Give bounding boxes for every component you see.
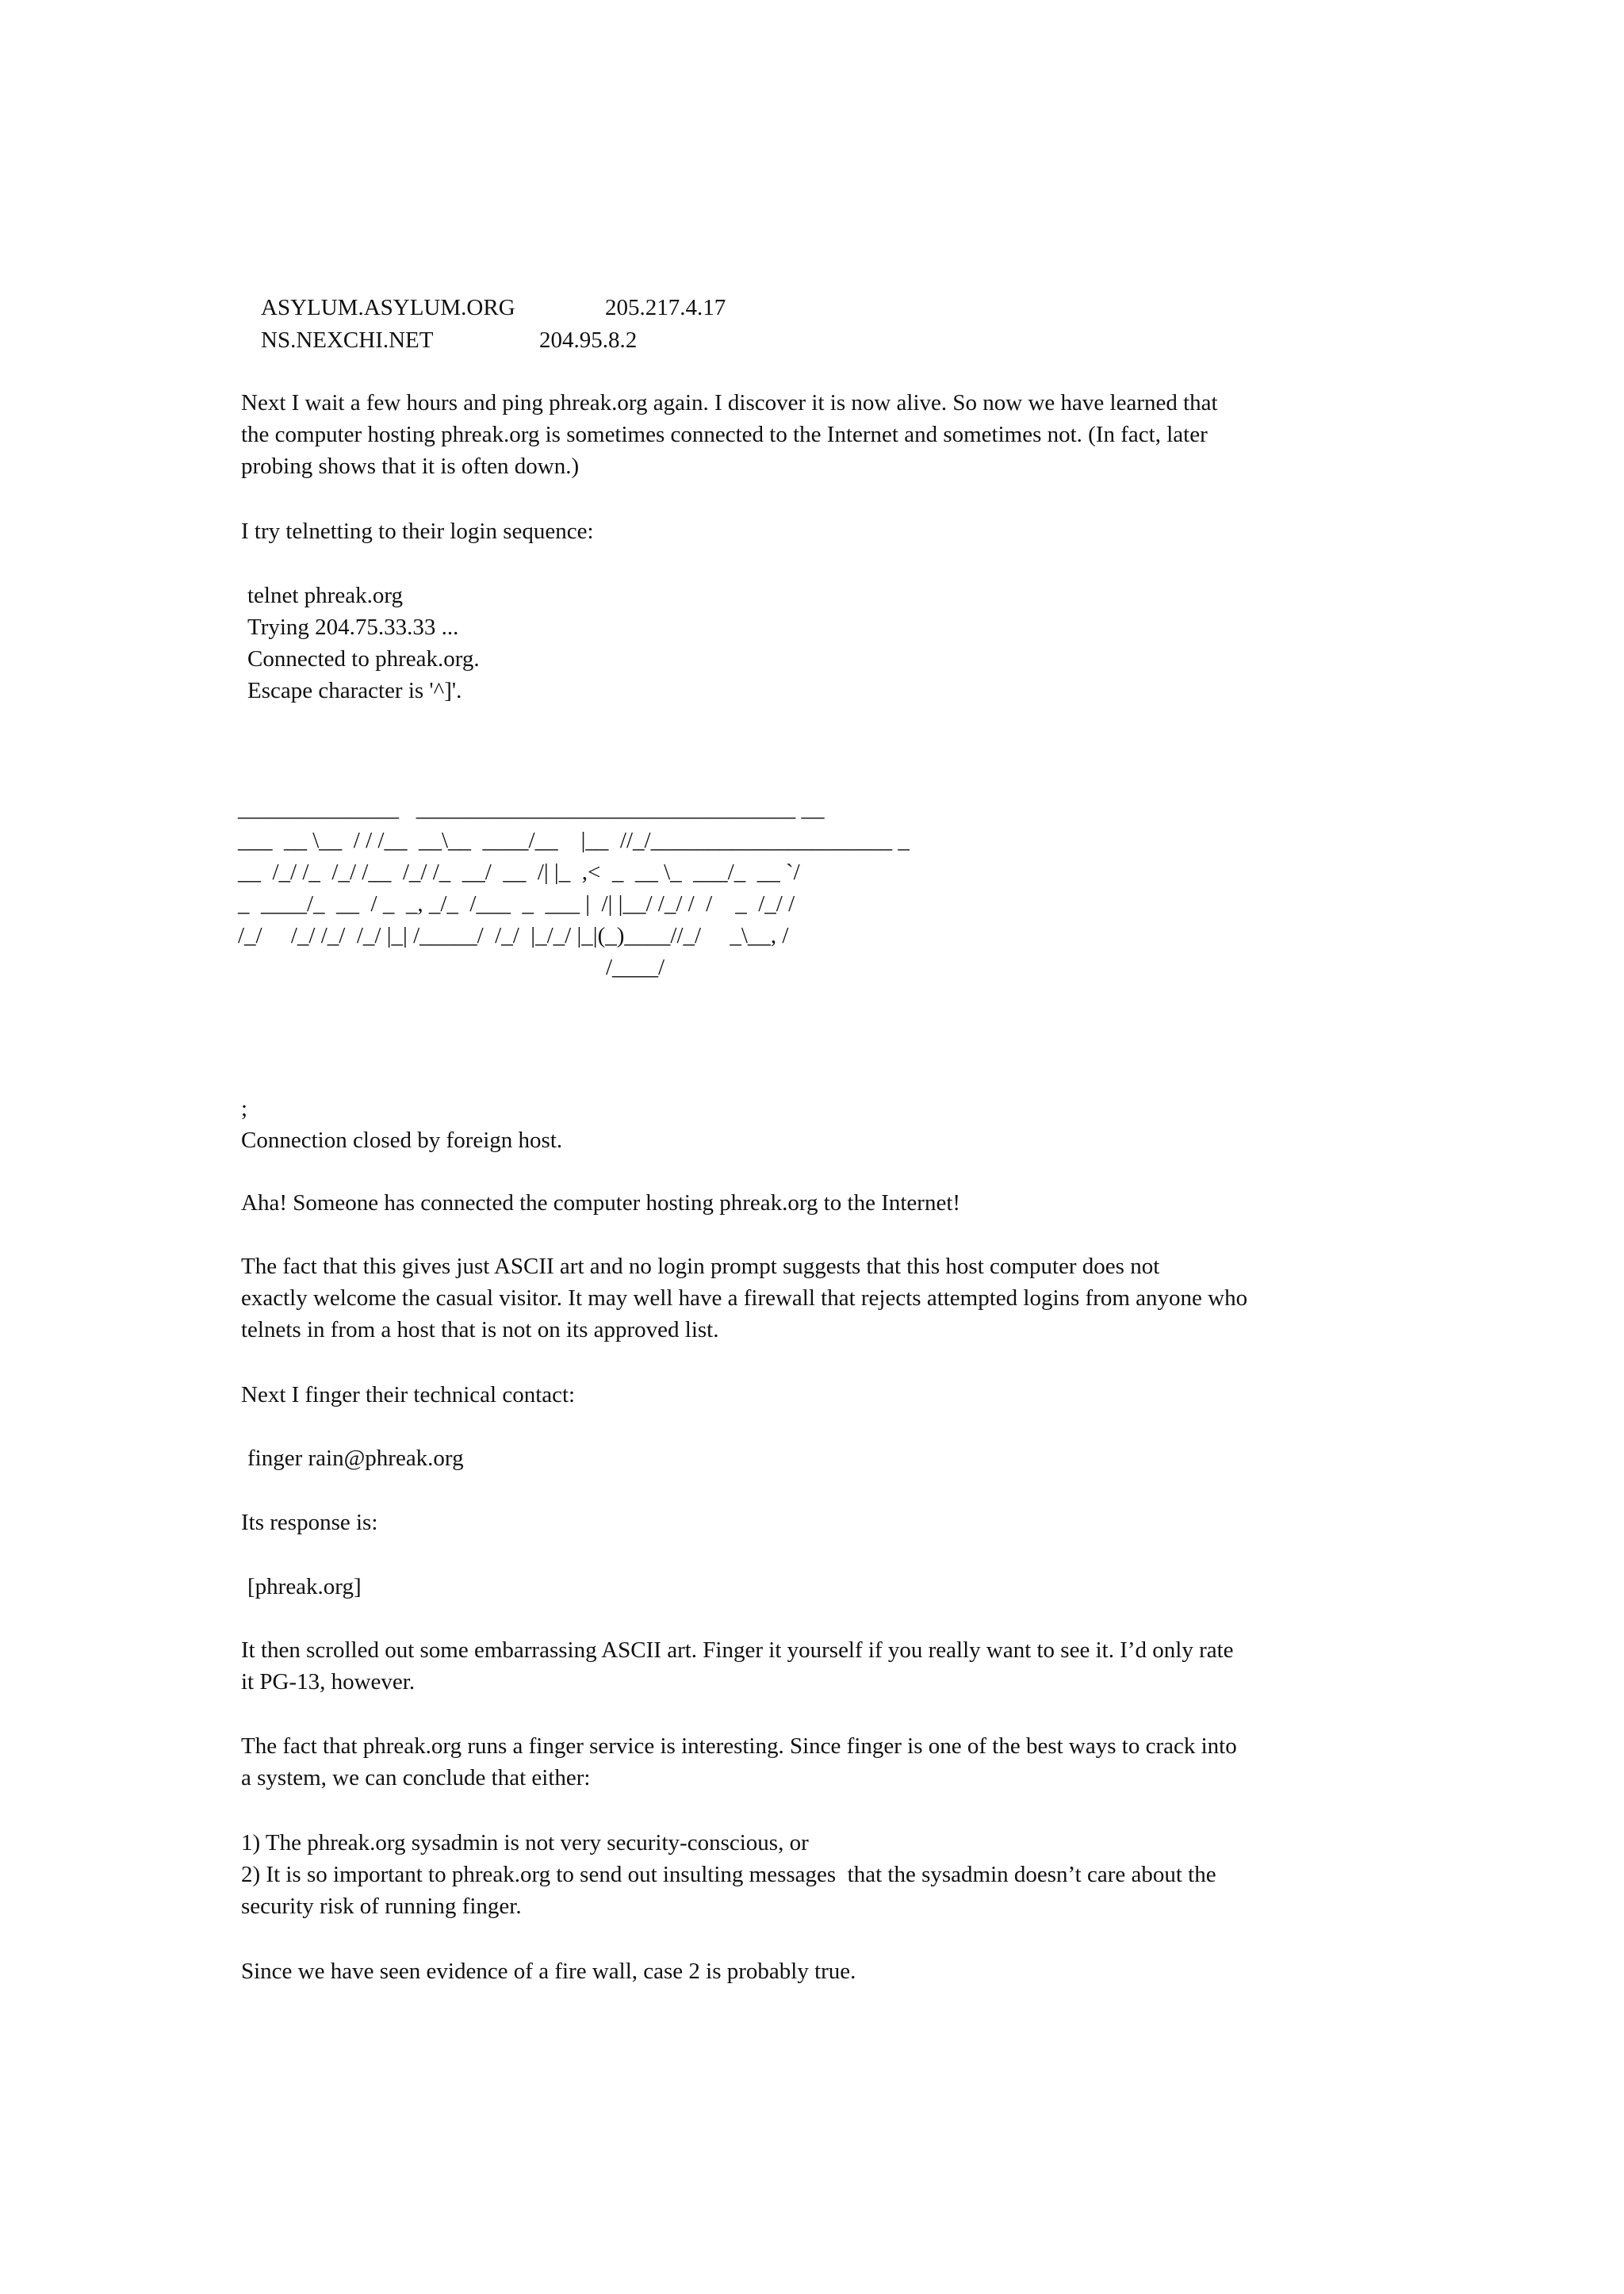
paragraph-line: The fact that this gives just ASCII art and no login prompt suggests that this host computer does not	[241, 1254, 1160, 1279]
telnet-session	[247, 580, 1405, 707]
response-line: [phreak.org]	[247, 1574, 362, 1599]
paragraph-response	[241, 1507, 1399, 1538]
conclusion-item: 2) It is so important to phreak.org to send out insulting messages that the sysadmin doesn’t care about the	[241, 1862, 1216, 1887]
paragraph-line: a system, we can conclude that either:	[241, 1765, 591, 1790]
ascii-art-line: __ /_/ /_ /_/ /__ /_/ /_ __/ __ /| |_ ,< _ __ \_ ___/_ __ `/	[238, 860, 800, 885]
paragraph-ascii-fact	[241, 1250, 1399, 1346]
paragraph-embarrassing	[241, 1634, 1399, 1698]
paragraph-telnet-intro	[241, 515, 1399, 547]
ascii-art-line: /_/ /_/ /_/ /_/ |_| /_____/ /_/ |_/_/ |_|(_)____//_/ _\__, /	[238, 923, 789, 948]
paragraph-line: Next I finger their technical contact:	[241, 1382, 576, 1407]
paragraph-line: I try telnetting to their login sequence:	[241, 519, 594, 544]
paragraph-aha	[241, 1187, 1399, 1219]
ascii-art-line: /____/	[238, 955, 665, 980]
conclusion-list	[241, 1827, 1399, 1922]
finger-response	[247, 1571, 1405, 1603]
paragraph-line: it PG-13, however.	[241, 1669, 416, 1695]
connection-closed-line: Connection closed by foreign host.	[241, 1128, 563, 1153]
paragraph-line: Next I wait a few hours and ping phreak.org again. I discover it is now alive. So now we have learned that	[241, 390, 1218, 416]
paragraph-line: telnets in from a host that is not on its approved list.	[241, 1317, 719, 1342]
dns-hostname: NS.NEXCHI.NET	[261, 327, 434, 353]
conclusion-item: 1) The phreak.org sysadmin is not very security-conscious, or	[241, 1830, 809, 1855]
paragraph-line: exactly welcome the casual visitor. It may well have a firewall that rejects attempted logins from anyone who	[241, 1285, 1248, 1311]
ascii-art-line: _ ____/_ __ / _ _, _/_ /___ _ ___ | /| |__/ /_/ / / _ /_/ /	[238, 891, 795, 917]
paragraph-line: Its response is:	[241, 1510, 378, 1535]
paragraph-line: Aha! Someone has connected the computer hosting phreak.org to the Internet!	[241, 1190, 961, 1216]
paragraph-final	[241, 1955, 1399, 1987]
semicolon-line: ;	[241, 1096, 248, 1121]
dns-ip: 204.95.8.2	[539, 327, 638, 353]
conclusion-item: security risk of running finger.	[241, 1894, 522, 1919]
paragraph-line: the computer hosting phreak.org is sometimes connected to the Internet and sometimes not. (In fact, later	[241, 422, 1208, 447]
ascii-art-banner	[238, 793, 1427, 983]
paragraph-finger-service	[241, 1730, 1399, 1794]
paragraph-line: Since we have seen evidence of a fire wall, case 2 is probably true.	[241, 1959, 856, 1984]
telnet-line: Escape character is '^]'.	[247, 678, 462, 703]
paragraph-line: probing shows that it is often down.)	[241, 454, 580, 479]
paragraph-finger-intro	[241, 1379, 1399, 1411]
paragraph-line: It then scrolled out some embarrassing ASCII art. Finger it yourself if you really want to see it. I’d only rate	[241, 1637, 1234, 1663]
command-line: finger rain@phreak.org	[247, 1446, 464, 1471]
dns-hostname: ASYLUM.ASYLUM.ORG	[261, 295, 515, 320]
ascii-art-line: ___ __ \__ / / /__ __\__ ____/__ |__ //_/_____________________ _	[238, 828, 910, 853]
connection-output	[241, 1093, 1399, 1156]
ascii-art-line: ______________ _________________________________ __	[238, 796, 825, 821]
dns-ip: 205.217.4.17	[605, 295, 726, 320]
telnet-line: telnet phreak.org	[247, 583, 403, 608]
telnet-line: Connected to phreak.org.	[247, 646, 480, 672]
paragraph-ping	[241, 387, 1399, 482]
telnet-line: Trying 204.75.33.33 ...	[247, 615, 459, 640]
finger-command	[247, 1442, 1405, 1474]
paragraph-line: The fact that phreak.org runs a finger service is interesting. Since finger is one of the best ways to crack into	[241, 1733, 1237, 1759]
